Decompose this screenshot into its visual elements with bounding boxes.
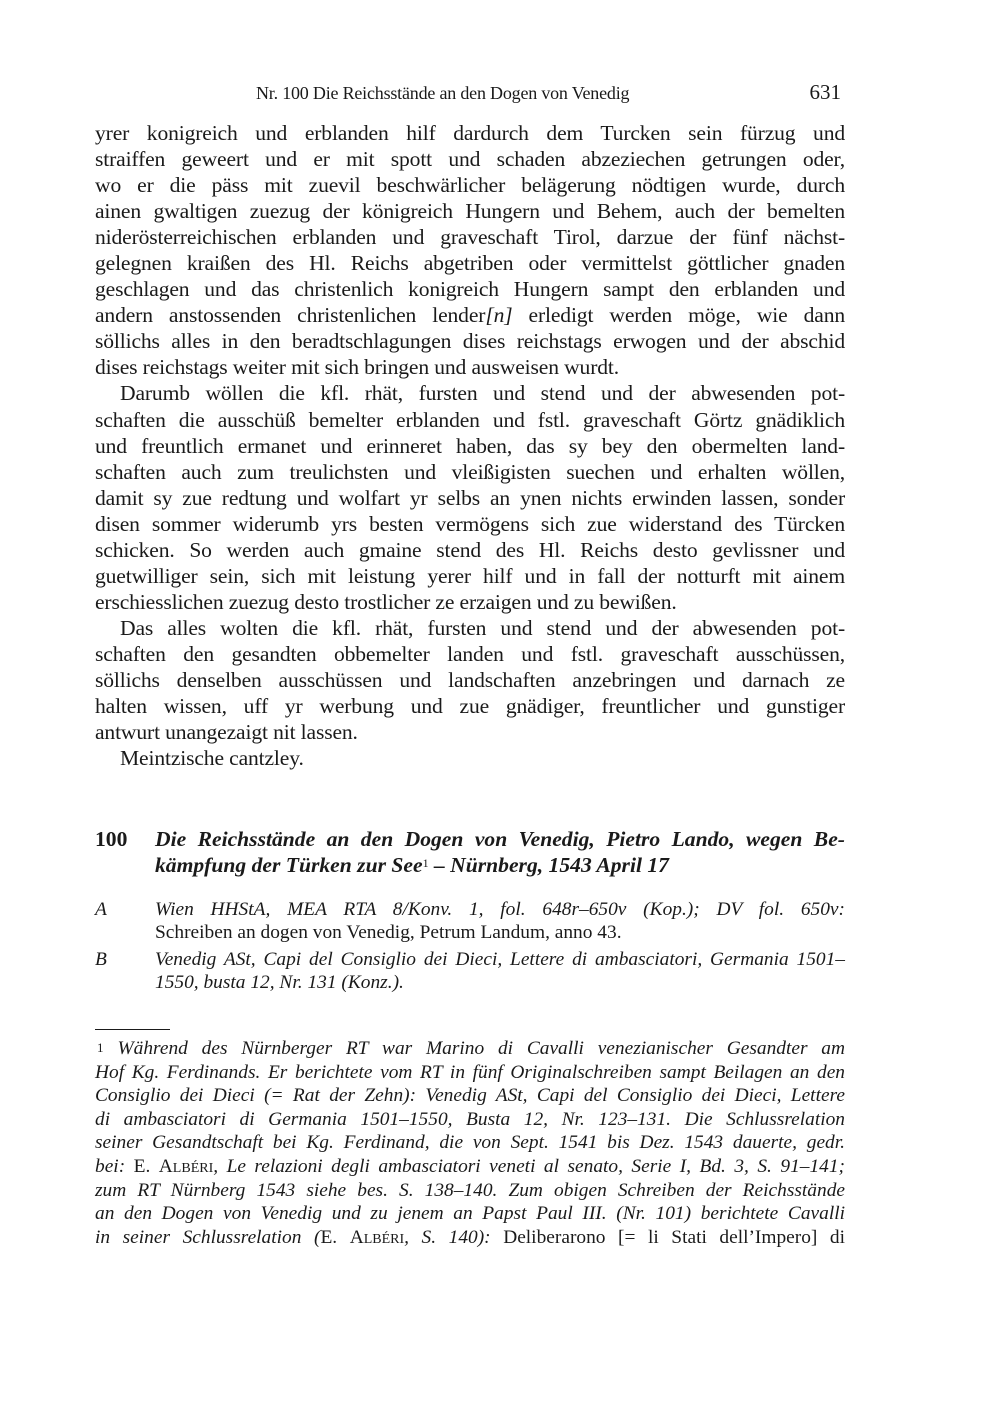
body-line: wo er die päss mit zuevil beschwärlicher belägerung nödtigen wurde, durch <box>95 173 845 198</box>
body-line: ainen gwaltigen zuezug der königreich Hungern und Behem, auch der bemelten <box>95 199 845 224</box>
source-list <box>95 898 845 998</box>
source-line: Venedig ASt, Capi del Consiglio dei Dieci, Lettere di ambasciatori, Germania 1501– <box>155 949 845 970</box>
body-line-with-emendation <box>95 302 845 328</box>
source-line: 1550, busta 12, Nr. 131 (Konz.). <box>155 972 404 993</box>
footnote-text: , Le relazioni degli ambasciatori veneti al senato, Serie I, Bd. 3, S. 91–141; <box>213 1155 845 1177</box>
body-line: erschiesslichen zuezug desto trostlicher ze erzaigen und zu bewißen. <box>95 589 677 614</box>
footnote-line: Consiglio dei Dieci (= Rat der Zehn): Venedig ASt, Capi del Consiglio dei Dieci, Lettere <box>95 1085 845 1107</box>
body-line: antwurt unangezaigt nit lassen. <box>95 720 358 745</box>
document-title <box>155 826 845 878</box>
body-line: niderösterreichischen erblanden und graveschaft Tirol, darzue der fünf nächst- <box>95 225 845 250</box>
author-initial: E. <box>125 1155 159 1177</box>
paragraph-start: Darumb wöllen die kfl. rhät, fursten und stend und der abwesenden pot- <box>120 381 845 406</box>
author-name: Albéri <box>158 1155 214 1177</box>
body-line: schicken. So werden auch gmaine stend des Hl. Reichs desto gevlissner und <box>95 537 845 562</box>
footnote-line <box>95 1226 845 1250</box>
body-line: yrer konigreich und erblanden hilf dardurch dem Turcken sein fürzug und <box>95 121 845 145</box>
title-text: – Nürnberg, 1543 April 17 <box>428 853 669 877</box>
source-entry <box>95 948 845 994</box>
footnote-text: bei: <box>95 1155 126 1177</box>
body-line: und freuntlich ermanet und erinneret haben, das sy bey den obermelten land- <box>95 433 845 458</box>
body-line: damit sy zue redtung und wolfart yr selbs an ynen nichts erwinden lassen, sonder <box>95 485 845 510</box>
footnote-line <box>95 1155 845 1179</box>
body-line: dises reichstags weiter mit sich bringen und ausweisen wurdt. <box>95 355 619 380</box>
document-number: 100 <box>95 827 128 851</box>
author-name: Albéri <box>349 1226 405 1248</box>
source-entry <box>95 898 845 944</box>
footnote-line: seiner Gesandtschaft bei Kg. Ferdinand, die von Sept. 1541 bis Dez. 1543 dauerte, gedr. <box>95 1132 845 1154</box>
footnotes <box>95 1037 845 1249</box>
editorial-emendation: [n] <box>485 303 513 328</box>
body-line: gelegnen kraißen des Hl. Reichs abgetriben oder vermittelst göttlicher gnaden <box>95 251 845 276</box>
footnote-line: di ambasciatori di Germania 1501–1550, Busta 12, Nr. 123–131. Die Schlussrelation <box>95 1108 845 1130</box>
body-line: schaften auch zum treulichsten und vleißigisten suechen und erhalten wöllen, <box>95 459 845 484</box>
title-line: Die Reichsstände an den Dogen von Venedig, Pietro Lando, wegen Be- <box>155 827 845 851</box>
body-line: guetwilliger sein, sich mit leistung yerer hilf und in fall der notturft mit ainem <box>95 563 845 588</box>
footnote-number: 1 <box>97 1040 104 1055</box>
page-number: 631 <box>809 80 841 104</box>
paragraph-start: Das alles wolten die kfl. rhät, fursten und stend und der abwesenden pot- <box>120 615 845 640</box>
source-description <box>155 948 845 994</box>
footnote-text: Während des Nürnberger RT war Marino di Cavalli venezianischer Gesandter am <box>117 1038 845 1059</box>
footnote-divider <box>95 1029 170 1030</box>
footnote-line: an den Dogen von Venedig und zu jenem an Papst Paul III. (Nr. 101) berichtete Cavalli <box>95 1203 845 1225</box>
signature-line: Meintzische cantzley. <box>120 746 304 771</box>
body-line: söllichs alles in den beradtschlagungen dises reichstags erwogen und der abschid <box>95 329 845 354</box>
footnote-line <box>95 1037 845 1061</box>
author-initial: E. <box>320 1226 350 1248</box>
body-line: straiffen geweert und er mit spott und schaden abzeziechen getrungen oder, <box>95 147 845 172</box>
source-siglum: A <box>95 899 107 920</box>
source-description <box>155 898 845 944</box>
title-text: kämpfung der Türken zur See <box>155 853 423 877</box>
quoted-source-text: Deliberarono [= li Stati dell’Impero] di <box>490 1226 846 1248</box>
body-text <box>95 120 845 771</box>
footnote-text: , S. 140): <box>404 1226 491 1248</box>
body-line: schaften den gesandten obbemelter landen und fstl. graveschaft ausschüssen, <box>95 641 845 666</box>
body-line: söllichs denselben ausschüssen und landschaften anzebringen und darnach ze <box>95 667 845 692</box>
source-line: Schreiben an dogen von Venedig, Petrum Landum, anno 43. <box>155 922 622 943</box>
body-line: halten wissen, uff yr werbung und zue gnädiger, freuntlicher und gunstiger <box>95 694 845 719</box>
footnote-line: Hof Kg. Ferdinands. Er berichtete vom RT in fünf Originalschreiben sampt Beilagen an den <box>95 1061 845 1083</box>
body-line-text: andern anstossenden christenlichen lender <box>95 303 486 328</box>
footnote-text: in seiner Schlussrelation ( <box>95 1226 321 1248</box>
body-line: disen sommer widerumb yrs besten vermögens sich zue widerstand des Türcken <box>95 511 845 536</box>
footnote-reference[interactable]: 1 <box>422 856 429 870</box>
body-line: schaften die ausschüß bemelter erblanden und fstl. graveschaft Görtz gnädiklich <box>95 407 845 432</box>
body-line: geschlagen und das christenlich konigreich Hungern sampt den erblanden und <box>95 277 845 302</box>
running-title: Nr. 100 Die Reichsstände an den Dogen von Venedig <box>256 83 630 103</box>
footnote-line: zum RT Nürnberg 1543 siehe bes. S. 138–140. Zum obigen Schreiben der Reichsstände <box>95 1179 845 1201</box>
source-siglum: B <box>95 949 107 970</box>
source-line: Wien HHStA, MEA RTA 8/Konv. 1, fol. 648r–650v (Kop.); DV fol. 650v: <box>155 899 845 920</box>
title-line <box>155 852 845 878</box>
body-line-text: erledigt werden möge, wie dann <box>512 303 845 328</box>
running-header <box>95 80 845 106</box>
